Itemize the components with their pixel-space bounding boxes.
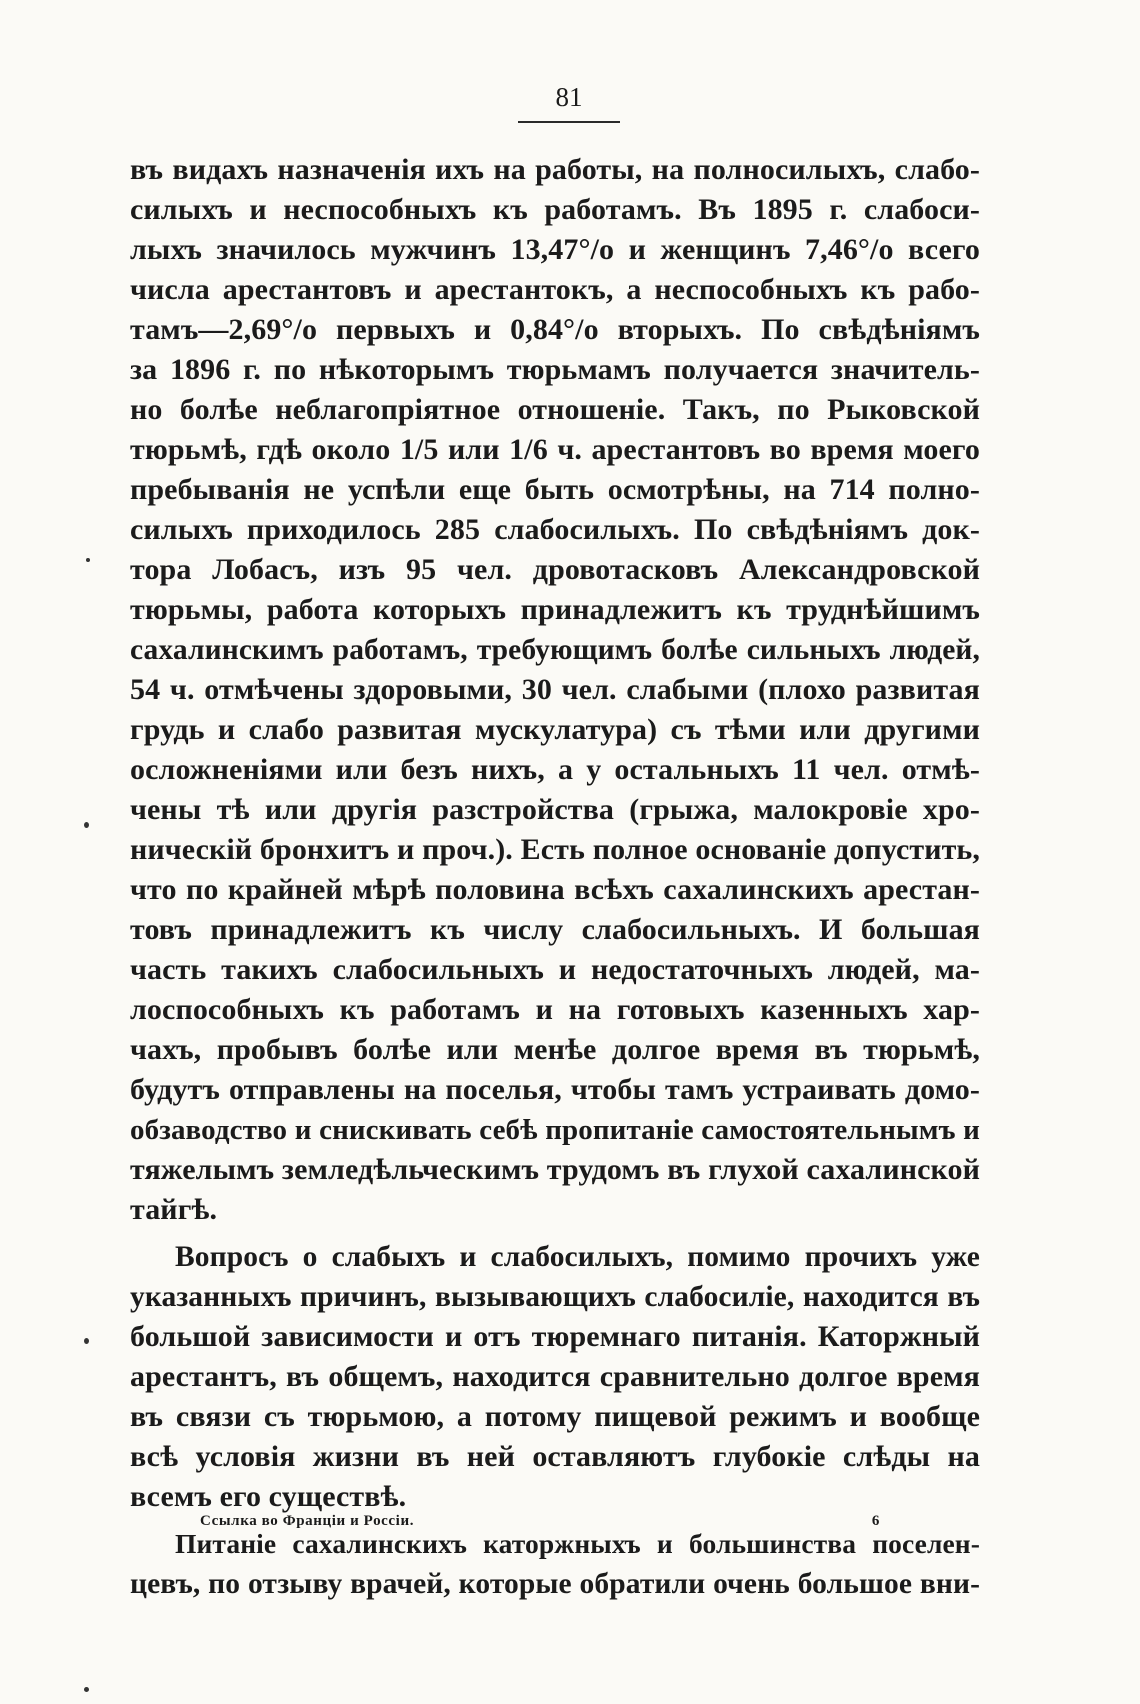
text-line: чены тѣ или другія разстройства (грыжа, малокровіе хро- <box>130 793 980 826</box>
text-line: чахъ, пробывъ болѣе или менѣе долгое время въ тюрьмѣ, <box>130 1033 980 1066</box>
body-text <box>130 150 980 1604</box>
text-line: будутъ отправлены на поселья, чтобы тамъ устраивать домо- <box>130 1073 980 1106</box>
text-line: осложненіями или безъ нихъ, а у остальныхъ 11 чел. отмѣ- <box>130 753 980 786</box>
text-line: лоспособныхъ къ работамъ и на готовыхъ казенныхъ хар- <box>130 993 980 1026</box>
text-line: силыхъ и неспособныхъ къ работамъ. Въ 1895 г. слабоси- <box>130 193 980 226</box>
text-line: лыхъ значилось мужчинъ 13,47°/o и женщинъ 7,46°/o всего <box>130 233 980 266</box>
text-line: пребыванія не успѣли еще быть осмотрѣны, на 714 полно- <box>130 473 980 506</box>
text-line: числа арестантовъ и арестантокъ, а неспособныхъ къ рабо- <box>130 273 980 306</box>
text-line: тамъ—2,69°/o первыхъ и 0,84°/o вторыхъ. По свѣдѣніямъ <box>130 313 980 346</box>
scan-speck <box>84 1338 89 1344</box>
text-line: арестантъ, въ общемъ, находится сравнительно долгое время <box>130 1360 980 1393</box>
text-line: грудь и слабо развитая мускулатура) съ тѣми или другими <box>130 713 980 746</box>
text-line: обзаводство и снискивать себѣ пропитаніе самостоятельнымъ и <box>130 1114 980 1146</box>
paragraph <box>130 1524 980 1604</box>
text-line: всѣ условія жизни въ ней оставляютъ глубокіе слѣды на <box>130 1440 980 1473</box>
page-number: 81 <box>555 82 583 112</box>
page-number-rule <box>518 121 620 123</box>
text-line: цевъ, по отзыву врачей, которые обратили очень большое вни- <box>130 1568 980 1600</box>
text-line: тюрьмѣ, гдѣ около 1/5 или 1/6 ч. арестантовъ во время моего <box>130 433 980 466</box>
text-line: указанныхъ причинъ, вызывающихъ слабосиліе, находится въ <box>130 1281 980 1313</box>
text-line: за 1896 г. по нѣкоторымъ тюрьмамъ получается значитель- <box>130 353 980 386</box>
sheet-signature: Ссылка во Франціи и Россіи. <box>200 1513 415 1529</box>
text-line: что по крайней мѣрѣ половина всѣхъ сахалинскихъ арестан- <box>130 873 980 906</box>
text-line: въ видахъ назначенія ихъ на работы, на полносилыхъ, слабо- <box>130 153 980 186</box>
paragraph <box>130 1237 980 1517</box>
scan-speck <box>84 822 89 828</box>
text-line: большой зависимости и отъ тюремнаго питанія. Каторжный <box>130 1320 980 1353</box>
text-line: товъ принадлежитъ къ числу слабосильныхъ. И большая <box>130 913 980 946</box>
sheet-number: 6 <box>871 1513 880 1529</box>
text-line: тайгѣ. <box>130 1193 218 1226</box>
text-line: 54 ч. отмѣчены здоровыми, 30 чел. слабыми (плохо развитая <box>130 673 980 706</box>
text-line: сахалинскимъ работамъ, требующимъ болѣе сильныхъ людей, <box>130 634 980 666</box>
text-line: тяжелымъ земледѣльческимъ трудомъ въ глухой сахалинской <box>130 1153 980 1186</box>
text-line: тюрьмы, работа которыхъ принадлежитъ къ труднѣйшимъ <box>130 593 980 626</box>
text-line: всемъ его существѣ. <box>130 1480 407 1513</box>
paragraph <box>130 150 980 1230</box>
text-line: силыхъ приходилось 285 слабосилыхъ. По свѣдѣніямъ док- <box>130 513 980 546</box>
page-footer <box>200 1508 880 1534</box>
paragraph-gap <box>130 1230 980 1237</box>
scan-speck <box>84 1687 89 1692</box>
text-line: но болѣе неблагопріятное отношеніе. Такъ, по Рыковской <box>130 393 980 426</box>
text-line: Питаніе сахалинскихъ каторжныхъ и большинства поселен- <box>175 1528 980 1559</box>
text-line: ническій бронхитъ и проч.). Есть полное основаніе допустить, <box>130 833 980 866</box>
text-line: Вопросъ о слабыхъ и слабосилыхъ, помимо прочихъ уже <box>175 1241 980 1273</box>
text-line: часть такихъ слабосильныхъ и недостаточныхъ людей, ма- <box>130 953 980 986</box>
text-line: тора Лобасъ, изъ 95 чел. дровотасковъ Александровской <box>130 553 980 586</box>
text-line: въ связи съ тюрьмою, а потому пищевой режимъ и вообще <box>130 1400 980 1433</box>
scan-speck <box>86 558 90 562</box>
